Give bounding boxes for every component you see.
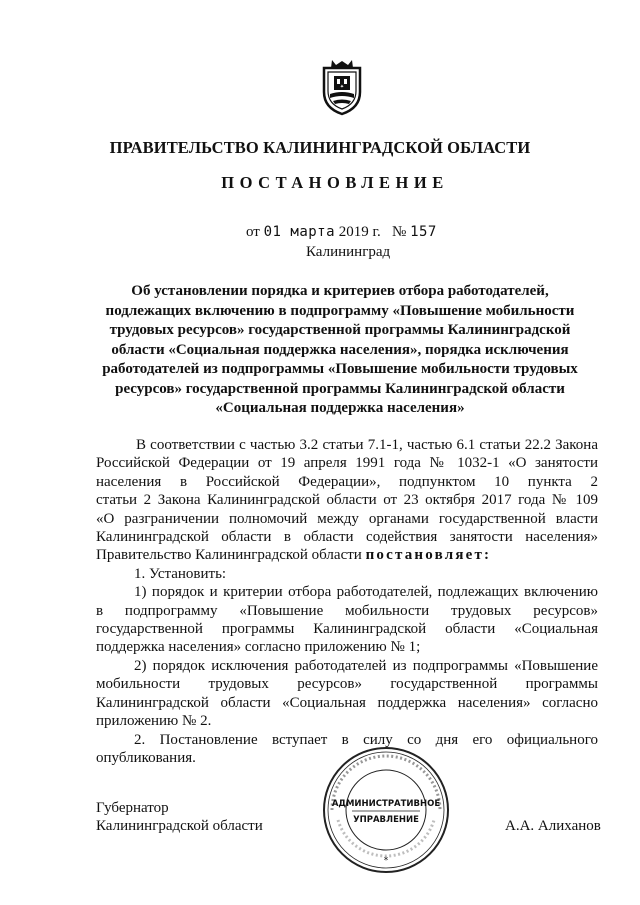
body-line: Калининградской области в области содействия занятости населения» [96, 529, 598, 546]
preamble-tail: Правительство Калининградской области [96, 547, 362, 564]
document-type: ПОСТАНОВЛЕНИЕ [221, 173, 449, 192]
date-year: 2019 г. [338, 224, 381, 240]
item-2: 2. Постановление вступает в силу со дня его официального [134, 731, 598, 748]
body-line: статьи 2 Закона Калининградской области от 23 октября 2017 года № 109 [96, 492, 598, 509]
item-1: 1. Установить: [134, 565, 227, 582]
document-title [100, 282, 580, 419]
signature-position-line-1: Губернатор [96, 800, 169, 816]
resolves-word: постановляет: [365, 547, 492, 564]
coat-of-arms-icon [318, 58, 366, 116]
title-line: работодателей из подпрограммы «Повышение мобильности трудовых [102, 361, 578, 377]
stamp-inner-line-2: УПРАВЛЕНИЕ [353, 815, 419, 825]
title-line: «Социальная поддержка населения» [215, 400, 465, 416]
city: Калининград [306, 244, 391, 260]
body-line: В соответствии с частью 3.2 статьи 7.1-1, частью 6.1 статьи 22.2 Закона [136, 437, 598, 453]
number-value: 157 [410, 224, 437, 240]
body-line [96, 546, 598, 564]
body-line: мобильности трудовых ресурсов» государственной программы [96, 676, 598, 693]
official-stamp-icon [318, 742, 454, 878]
date-line [246, 224, 437, 241]
svg-text:✦: ✦ [339, 84, 345, 90]
svg-text:*: * [383, 856, 389, 866]
stamp-inner-line-1: АДМИНИСТРАТИВНОЕ [331, 799, 441, 809]
document-body [96, 436, 598, 767]
title-line: ресурсов» государственной программы Калининградской области [115, 380, 565, 397]
title-line: трудовых ресурсов» государственной программы Калининградской [109, 322, 571, 338]
body-line: государственной программы Калининградской области «Социальная [96, 621, 598, 638]
title-line: Об установлении порядка и критериев отбора работодателей, [131, 283, 549, 299]
title-line: подлежащих включению в подпрограмму «Повышение мобильности [105, 302, 575, 319]
title-line: области «Социальная поддержка населения», порядка исключения [111, 341, 569, 358]
number-prefix: № [392, 224, 407, 240]
date-value: 01 марта [263, 224, 336, 240]
body-line: Калининградской области «Социальная поддержка населения» согласно [96, 694, 598, 711]
body-line: приложению № 2. [96, 713, 212, 730]
body-line: поддержка населения» согласно приложению № 1; [96, 639, 421, 656]
body-line: 2) порядок исключения работодателей из подпрограммы «Повышение [134, 657, 598, 674]
body-line: 1) порядок и критерии отбора работодателей, подлежащих включению [134, 584, 598, 601]
body-line: «О разграничении полномочий между органами государственной власти [96, 510, 598, 527]
date-prefix: от [246, 224, 260, 240]
signature-position-line-2: Калининградской области [96, 818, 263, 834]
body-line: опубликования. [96, 749, 196, 766]
organization-name: ПРАВИТЕЛЬСТВО КАЛИНИНГРАДСКОЙ ОБЛАСТИ [109, 138, 531, 157]
body-line: населения в Российской Федерации», подпунктом 10 пункта 2 [96, 473, 598, 490]
body-line: в подпрограмму «Повышение мобильности трудовых ресурсов» [96, 602, 598, 619]
body-line: Российской Федерации от 19 апреля 1991 года № 1032-1 «О занятости [96, 455, 598, 472]
signer-name: А.А. Алиханов [505, 818, 601, 834]
